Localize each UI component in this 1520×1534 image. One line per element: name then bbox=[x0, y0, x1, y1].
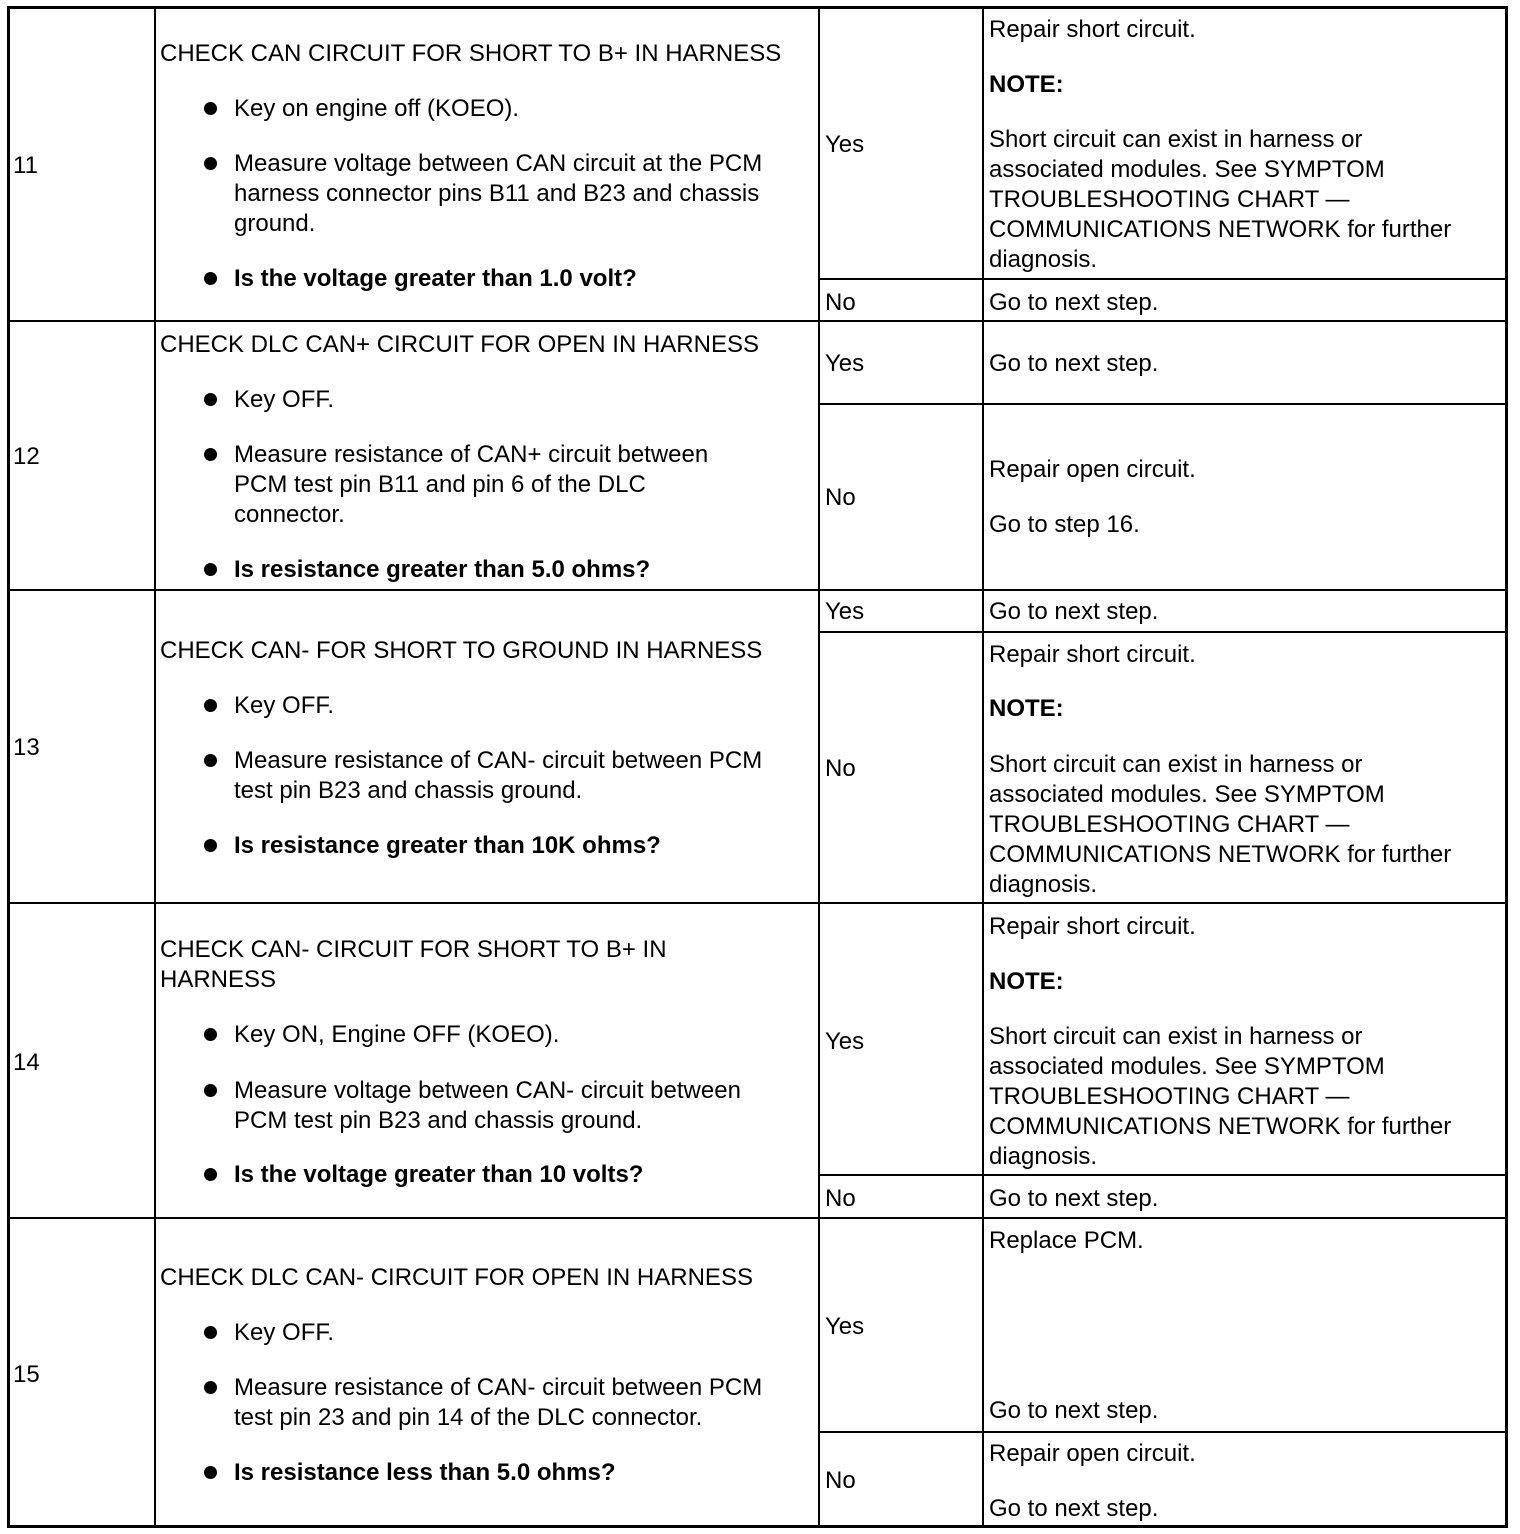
bullet-question: Is the voltage greater than 10 volts? bbox=[234, 1161, 644, 1188]
action-text: Repair short circuit. bbox=[989, 641, 1196, 668]
step-number: 13 bbox=[13, 734, 40, 761]
bullet-text: Measure voltage between CAN- circuit between bbox=[234, 1077, 741, 1104]
action-text: associated modules. See SYMPTOM bbox=[989, 781, 1385, 808]
note-label: NOTE: bbox=[989, 968, 1064, 995]
outcome-divider bbox=[820, 631, 1505, 633]
bullet-text: Key OFF. bbox=[234, 386, 335, 413]
action-text: Repair open circuit. bbox=[989, 1440, 1196, 1467]
note-label: NOTE: bbox=[989, 695, 1064, 722]
action-text: Go to step 16. bbox=[989, 511, 1140, 538]
bullet-dot bbox=[204, 102, 217, 115]
answer-yes: Yes bbox=[825, 350, 865, 377]
bullet-dot bbox=[204, 448, 217, 461]
answer-yes: Yes bbox=[825, 1028, 865, 1055]
answer-yes: Yes bbox=[825, 598, 865, 625]
bullet-dot bbox=[204, 699, 217, 712]
action-text: TROUBLESHOOTING CHART — bbox=[989, 1083, 1350, 1110]
bullet-text: test pin B23 and chassis ground. bbox=[234, 777, 583, 804]
bullet-dot bbox=[204, 1381, 217, 1394]
note-label: NOTE: bbox=[989, 71, 1064, 98]
bullet-question: Is resistance greater than 10K ohms? bbox=[234, 832, 661, 859]
step-number: 14 bbox=[13, 1049, 40, 1076]
bullet-text: Measure resistance of CAN+ circuit between bbox=[234, 441, 709, 468]
bullet-text: Key OFF. bbox=[234, 1319, 335, 1346]
action-text: Short circuit can exist in harness or bbox=[989, 126, 1363, 153]
step-number: 12 bbox=[13, 443, 40, 470]
step-heading: CHECK CAN- FOR SHORT TO GROUND IN HARNESS bbox=[160, 637, 763, 664]
outcome-divider bbox=[820, 403, 1505, 405]
action-text: Go to next step. bbox=[989, 350, 1159, 377]
outcome-divider bbox=[820, 1431, 1505, 1433]
answer-no: No bbox=[825, 755, 856, 782]
action-text: COMMUNICATIONS NETWORK for further bbox=[989, 841, 1452, 868]
column-divider bbox=[982, 9, 984, 1525]
row-divider bbox=[10, 589, 1505, 591]
bullet-question: Is resistance less than 5.0 ohms? bbox=[234, 1459, 616, 1486]
row-divider bbox=[10, 902, 1505, 904]
bullet-text: PCM test pin B11 and pin 6 of the DLC bbox=[234, 471, 646, 498]
bullet-text: Key ON, Engine OFF (KOEO). bbox=[234, 1021, 560, 1048]
row-divider bbox=[10, 320, 1505, 322]
bullet-text: test pin 23 and pin 14 of the DLC connector. bbox=[234, 1404, 703, 1431]
action-text: Go to next step. bbox=[989, 598, 1159, 625]
action-text: Replace PCM. bbox=[989, 1227, 1144, 1254]
action-text: Repair short circuit. bbox=[989, 913, 1196, 940]
bullet-text: harness connector pins B11 and B23 and chassis bbox=[234, 180, 760, 207]
bullet-text: Measure voltage between CAN circuit at the PCM bbox=[234, 150, 763, 177]
bullet-text: PCM test pin B23 and chassis ground. bbox=[234, 1107, 643, 1134]
bullet-dot bbox=[204, 839, 217, 852]
bullet-text: Measure resistance of CAN- circuit between PCM bbox=[234, 747, 763, 774]
step-heading: CHECK DLC CAN- CIRCUIT FOR OPEN IN HARNESS bbox=[160, 1264, 753, 1291]
step-heading: CHECK DLC CAN+ CIRCUIT FOR OPEN IN HARNESS bbox=[160, 331, 759, 358]
bullet-dot bbox=[204, 157, 217, 170]
bullet-text: connector. bbox=[234, 501, 345, 528]
bullet-dot bbox=[204, 1028, 217, 1041]
bullet-text: ground. bbox=[234, 210, 316, 237]
answer-no: No bbox=[825, 484, 856, 511]
step-number: 15 bbox=[13, 1361, 40, 1388]
bullet-question: Is the voltage greater than 1.0 volt? bbox=[234, 265, 637, 292]
answer-no: No bbox=[825, 1185, 856, 1212]
action-text: Repair open circuit. bbox=[989, 456, 1196, 483]
action-text: Short circuit can exist in harness or bbox=[989, 751, 1363, 778]
bullet-text: Key on engine off (KOEO). bbox=[234, 95, 520, 122]
action-text: diagnosis. bbox=[989, 246, 1098, 273]
step-heading: CHECK CAN CIRCUIT FOR SHORT TO B+ IN HARNESS bbox=[160, 40, 782, 67]
outcome-divider bbox=[820, 1174, 1505, 1176]
step-number: 11 bbox=[13, 152, 38, 179]
outcome-divider bbox=[820, 278, 1505, 280]
bullet-dot bbox=[204, 272, 217, 285]
bullet-text: Measure resistance of CAN- circuit between PCM bbox=[234, 1374, 763, 1401]
bullet-dot bbox=[204, 1466, 217, 1479]
answer-no: No bbox=[825, 289, 856, 316]
action-text: diagnosis. bbox=[989, 1143, 1098, 1170]
action-text: Repair short circuit. bbox=[989, 16, 1196, 43]
action-text: COMMUNICATIONS NETWORK for further bbox=[989, 1113, 1452, 1140]
bullet-dot bbox=[204, 754, 217, 767]
column-divider bbox=[818, 9, 820, 1525]
answer-no: No bbox=[825, 1467, 856, 1494]
row-divider bbox=[10, 1217, 1505, 1219]
column-divider bbox=[154, 9, 156, 1525]
action-text: associated modules. See SYMPTOM bbox=[989, 156, 1385, 183]
action-text: Go to next step. bbox=[989, 1495, 1159, 1522]
answer-yes: Yes bbox=[825, 1313, 865, 1340]
bullet-dot bbox=[204, 1084, 217, 1097]
bullet-dot bbox=[204, 393, 217, 406]
action-text: TROUBLESHOOTING CHART — bbox=[989, 811, 1350, 838]
action-text: COMMUNICATIONS NETWORK for further bbox=[989, 216, 1452, 243]
bullet-dot bbox=[204, 563, 217, 576]
action-text: TROUBLESHOOTING CHART — bbox=[989, 186, 1350, 213]
bullet-dot bbox=[204, 1326, 217, 1339]
action-text: Go to next step. bbox=[989, 1185, 1159, 1212]
diagnostic-table bbox=[7, 6, 1508, 1528]
bullet-text: Key OFF. bbox=[234, 692, 335, 719]
action-text: associated modules. See SYMPTOM bbox=[989, 1053, 1385, 1080]
step-heading: HARNESS bbox=[160, 966, 277, 993]
bullet-question: Is resistance greater than 5.0 ohms? bbox=[234, 556, 651, 583]
bullet-dot bbox=[204, 1168, 217, 1181]
answer-yes: Yes bbox=[825, 131, 865, 158]
action-text: Go to next step. bbox=[989, 289, 1159, 316]
step-heading: CHECK CAN- CIRCUIT FOR SHORT TO B+ IN bbox=[160, 936, 667, 963]
action-text: Short circuit can exist in harness or bbox=[989, 1023, 1363, 1050]
action-text: Go to next step. bbox=[989, 1397, 1159, 1424]
action-text: diagnosis. bbox=[989, 871, 1098, 898]
